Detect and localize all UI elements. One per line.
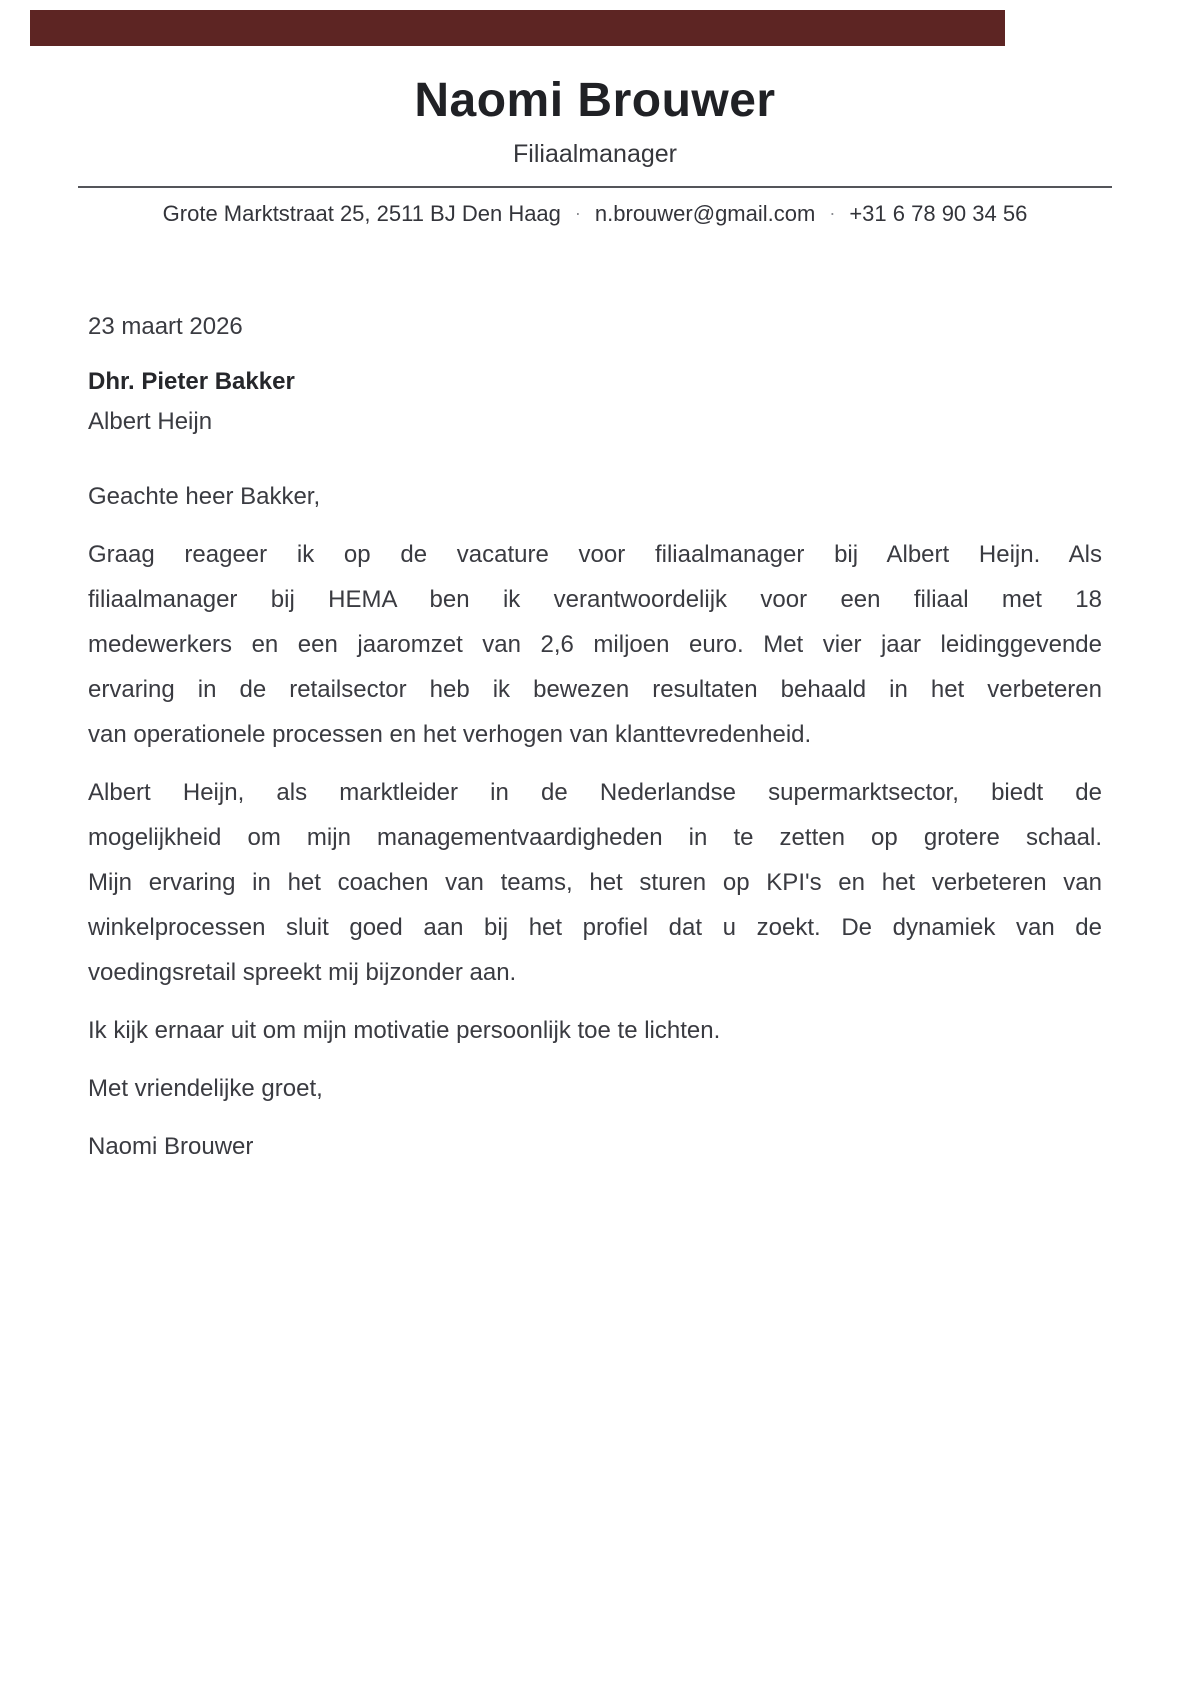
- paragraph: [88, 1008, 1102, 1053]
- paragraph-line: Ik kijk ernaar uit om mijn motivatie persoonlijk toe te lichten.: [88, 1017, 721, 1044]
- paragraph: [88, 770, 1102, 995]
- contact-address: Grote Marktstraat 25, 2511 BJ Den Haag: [162, 201, 561, 226]
- contact-separator-dot: ·: [574, 203, 581, 223]
- paragraph: [88, 532, 1102, 757]
- paragraph-line: winkelprocessen sluit goed aan bij het profiel dat u zoekt. De dynamiek van de: [88, 914, 1102, 941]
- person-name: Naomi Brouwer: [414, 74, 776, 127]
- paragraph-line: voedingsretail spreekt mij bijzonder aan.: [88, 959, 517, 986]
- contact-email: n.brouwer@gmail.com: [594, 201, 816, 226]
- recipient-block: [88, 362, 1102, 442]
- paragraph-line: van operationele processen en het verhogen van klanttevredenheid.: [88, 721, 812, 748]
- recipient-company: Albert Heijn: [88, 408, 213, 435]
- letter-body: [0, 304, 1190, 1169]
- header-divider: [78, 186, 1112, 188]
- letter-date: 23 maart 2026: [88, 313, 243, 340]
- contact-separator-dot: ·: [829, 203, 836, 223]
- paragraph-line: filiaalmanager bij HEMA ben ik verantwoordelijk voor een filiaal met 18: [88, 586, 1102, 613]
- contact-line: [0, 199, 1190, 228]
- signature: Naomi Brouwer: [88, 1133, 254, 1160]
- job-title: Filiaalmanager: [513, 140, 677, 168]
- paragraph-line: Mijn ervaring in het coachen van teams, het sturen op KPI's en het verbeteren van: [88, 869, 1102, 896]
- salutation: Geachte heer Bakker,: [88, 483, 321, 510]
- paragraph-line: medewerkers en een jaaromzet van 2,6 miljoen euro. Met vier jaar leidinggevende: [88, 631, 1102, 658]
- letter-paragraphs: [88, 532, 1102, 1053]
- paragraph-line: Albert Heijn, als marktleider in de Nederlandse supermarktsector, biedt de: [88, 779, 1102, 806]
- paragraph-line: ervaring in de retailsector heb ik bewezen resultaten behaald in het verbeteren: [88, 676, 1102, 703]
- contact-phone: +31 6 78 90 34 56: [849, 201, 1028, 226]
- closing: Met vriendelijke groet,: [88, 1075, 323, 1102]
- paragraph-line: mogelijkheid om mijn managementvaardigheden in te zetten op grotere schaal.: [88, 824, 1102, 851]
- paragraph-line: Graag reageer ik op de vacature voor filiaalmanager bij Albert Heijn. Als: [88, 541, 1102, 568]
- accent-bar: [30, 10, 1005, 46]
- recipient-name: Dhr. Pieter Bakker: [88, 368, 295, 395]
